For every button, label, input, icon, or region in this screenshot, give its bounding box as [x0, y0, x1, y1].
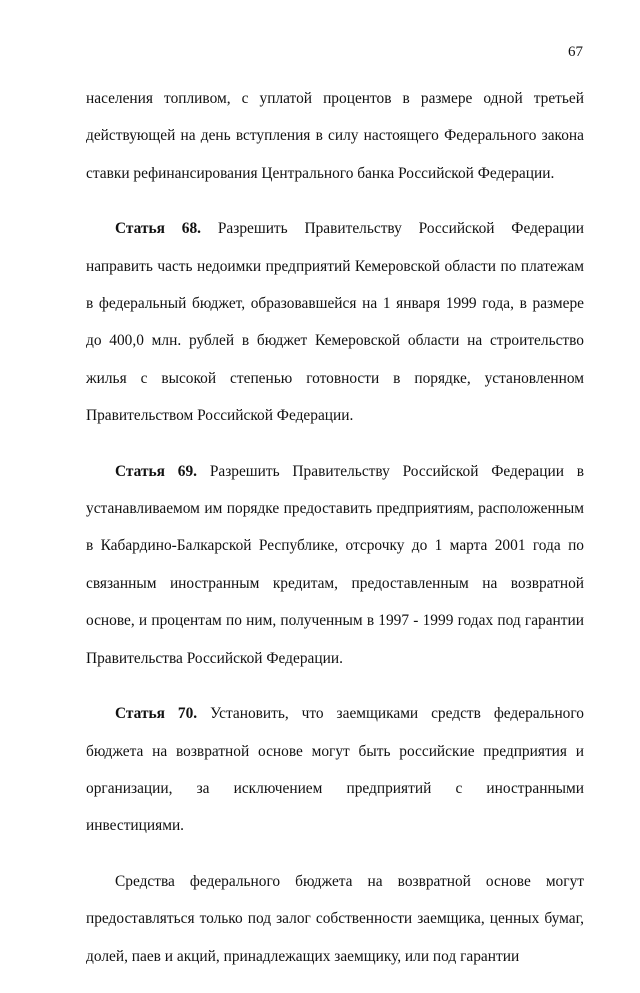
- document-body: [86, 80, 584, 993]
- paragraph-text: Средства федерального бюджета на возвратной основе могут предоставляться только под залог собственности заемщика, ценных бумаг, долей, паев и акций, принадлежащих заемщику, или под гарантии: [86, 872, 584, 965]
- article-68-heading: Статья 68.: [115, 220, 202, 238]
- article-70-heading: Статья 70.: [115, 705, 198, 723]
- article-70-continuation: [86, 863, 584, 975]
- article-69-paragraph: [86, 453, 584, 677]
- article-70-text: Установить, что заемщиками средств федерального бюджета на возвратной основе могут быть российские предприятия и организации, за исключением предприятий с иностранными инвестициями.: [86, 705, 585, 835]
- article-69-heading: Статья 69.: [115, 462, 198, 480]
- article-68-paragraph: [86, 210, 584, 434]
- page-number: 67: [568, 44, 583, 60]
- article-68-text: Разрешить Правительству Российской Федерации направить часть недоимки предприятий Кемеровской области по платежам в федеральный бюджет, образовавшейся на 1 января 1999 года, в размере до 400,0 млн. рублей в бюджет Кемеровской области на строительство жилья с высокой степенью готовности в порядке, установленном Правительством Российской Федерации.: [86, 220, 584, 425]
- article-70-paragraph: [86, 695, 584, 845]
- paragraph-continuation: [86, 80, 584, 192]
- paragraph-text: населения топливом, с уплатой процентов в размере одной третьей действующей на день вступления в силу настоящего Федерального закона ставки рефинансирования Центрального банка Российской Федерации.: [86, 90, 584, 182]
- article-69-text: Разрешить Правительству Российской Федерации в устанавливаемом им порядке предоставить предприятиям, расположенным в Кабардино-Балкарской Республике, отсрочку до 1 марта 2001 года по связанным иностранным кредитам, предоставленным на возвратной основе, и процентам по ним, полученным в 1997 - 1999 годах под гарантии Правительства Российской Федерации.: [86, 462, 584, 667]
